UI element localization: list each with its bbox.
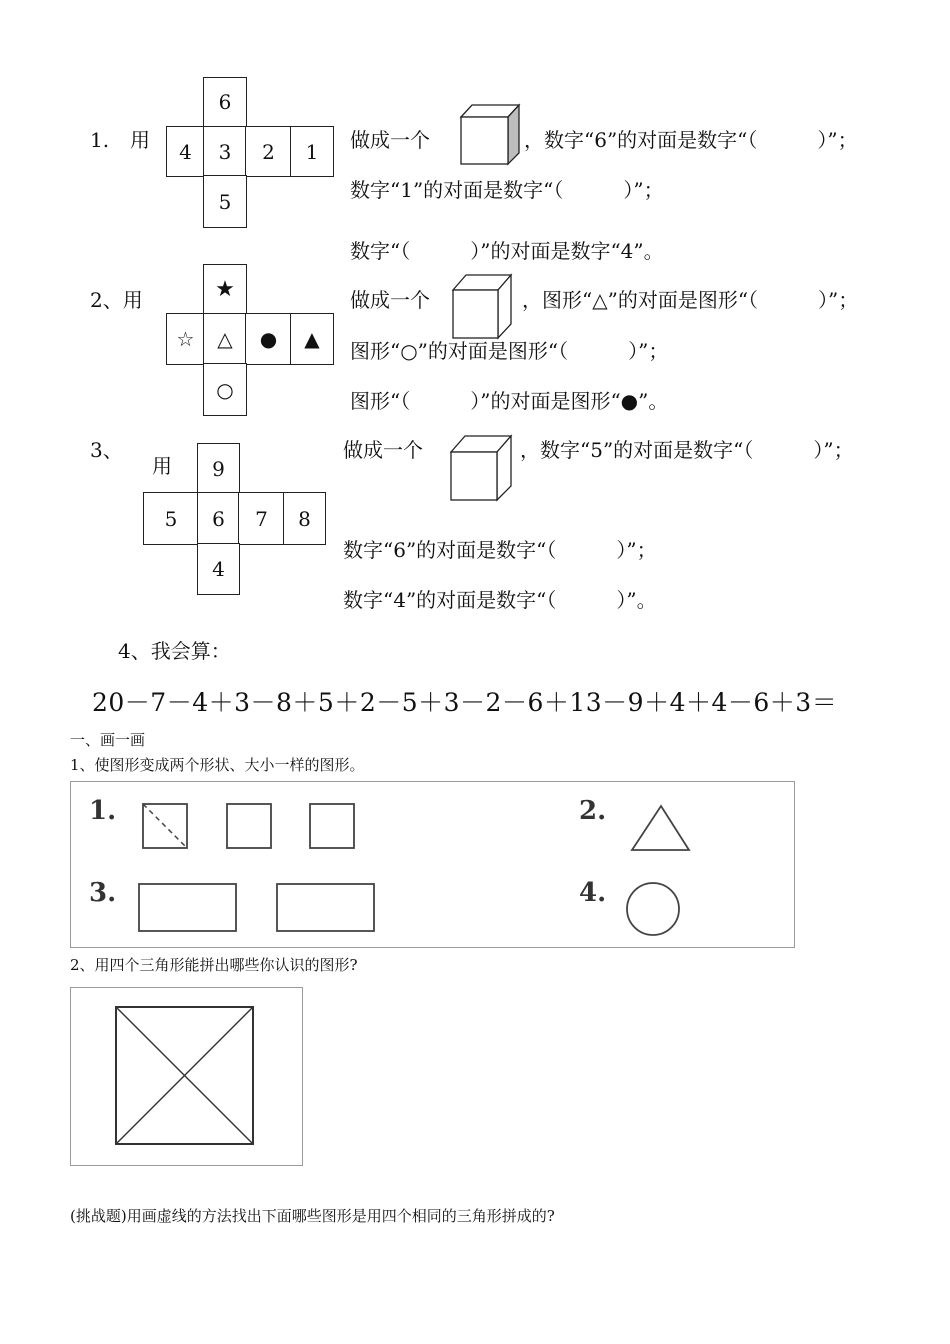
- rectangle: [139, 884, 236, 931]
- net-cell-top: ★: [203, 264, 247, 315]
- four-triangles-image: [70, 987, 303, 1166]
- q1-line3: 数字“（ ）”的对面是数字“4”。: [350, 239, 664, 263]
- cube-icon: [450, 272, 514, 340]
- q1-number: 1.: [90, 128, 110, 152]
- q2-line1-prefix: 做成一个: [350, 288, 430, 312]
- q2-number: 2、用: [90, 288, 143, 312]
- net-cell: 4: [166, 126, 205, 177]
- net-cell: ●: [245, 313, 292, 365]
- q3-line2: 数字“6”的对面是数字“（ ）”；: [343, 538, 657, 562]
- rectangle: [277, 884, 374, 931]
- dashed-diagonal: [143, 804, 187, 848]
- q2-line1-suffix: ，图形“△”的对面是图形“（ ）”；: [522, 288, 859, 312]
- shapes-drawing: [71, 782, 794, 947]
- q2-line3: 图形“（ ）”的对面是图形“●”。: [350, 389, 669, 413]
- q1-line2: 数字“1”的对面是数字“（ ）”；: [350, 178, 664, 202]
- q4-title: 4、我会算：: [118, 639, 231, 663]
- square: [227, 804, 271, 848]
- net-cell: 6: [197, 492, 240, 545]
- section-item2: 2、用四个三角形能拼出哪些你认识的图形?: [70, 956, 358, 974]
- shape-label: 1.: [89, 796, 117, 826]
- section-item1: 1、使图形变成两个形状、大小一样的图形。: [70, 756, 365, 774]
- q3-line1-prefix: 做成一个: [343, 438, 423, 462]
- net-cell: 8: [283, 492, 326, 545]
- q2-line2: 图形“○”的对面是图形“（ ）”；: [350, 339, 669, 363]
- net-cell: 1: [290, 126, 334, 177]
- net-cell: 5: [143, 492, 199, 545]
- net-cell-top: 9: [197, 443, 240, 494]
- shape-label: 4.: [579, 878, 607, 908]
- net-cell-bottom: ○: [203, 363, 247, 416]
- net-cell: ☆: [166, 313, 205, 365]
- section-heading: 一、画一画: [70, 731, 146, 749]
- circle: [627, 883, 679, 935]
- square-with-diagonals: [71, 988, 302, 1165]
- square: [310, 804, 354, 848]
- net-cell-top: 6: [203, 77, 247, 127]
- triangle: [632, 806, 689, 850]
- q1-line1-suffix: ，数字“6”的对面是数字“（ ）”；: [524, 128, 858, 152]
- q3-line3: 数字“4”的对面是数字“（ ）”。: [343, 588, 657, 612]
- q1-line1-prefix: 做成一个: [350, 128, 430, 152]
- net-cell: ▲: [290, 313, 334, 365]
- net-cell-bottom: 5: [203, 175, 247, 228]
- q1-use-label: 用: [130, 128, 150, 152]
- shape-label: 2.: [579, 796, 607, 826]
- q3-line1-suffix: ，数字“5”的对面是数字“（ ）”；: [520, 438, 854, 462]
- shapes-image: [70, 781, 795, 948]
- net-cell: 2: [245, 126, 292, 177]
- cube-icon: [458, 102, 522, 166]
- q3-number: 3、: [90, 438, 123, 462]
- q3-use-label: 用: [152, 454, 172, 478]
- q4-expression: 20－7－4＋3－8＋5＋2－5＋3－2－6＋13－9＋4＋4－6＋3＝: [92, 688, 838, 717]
- cube-icon: [448, 433, 514, 503]
- net-cell-bottom: 4: [197, 543, 240, 595]
- net-cell: 7: [238, 492, 285, 545]
- net-cell: 3: [203, 126, 247, 177]
- net-cell: △: [203, 313, 247, 365]
- shape-label: 3.: [89, 878, 117, 908]
- challenge-question: (挑战题)用画虚线的方法找出下面哪些图形是用四个相同的三角形拼成的?: [70, 1207, 555, 1225]
